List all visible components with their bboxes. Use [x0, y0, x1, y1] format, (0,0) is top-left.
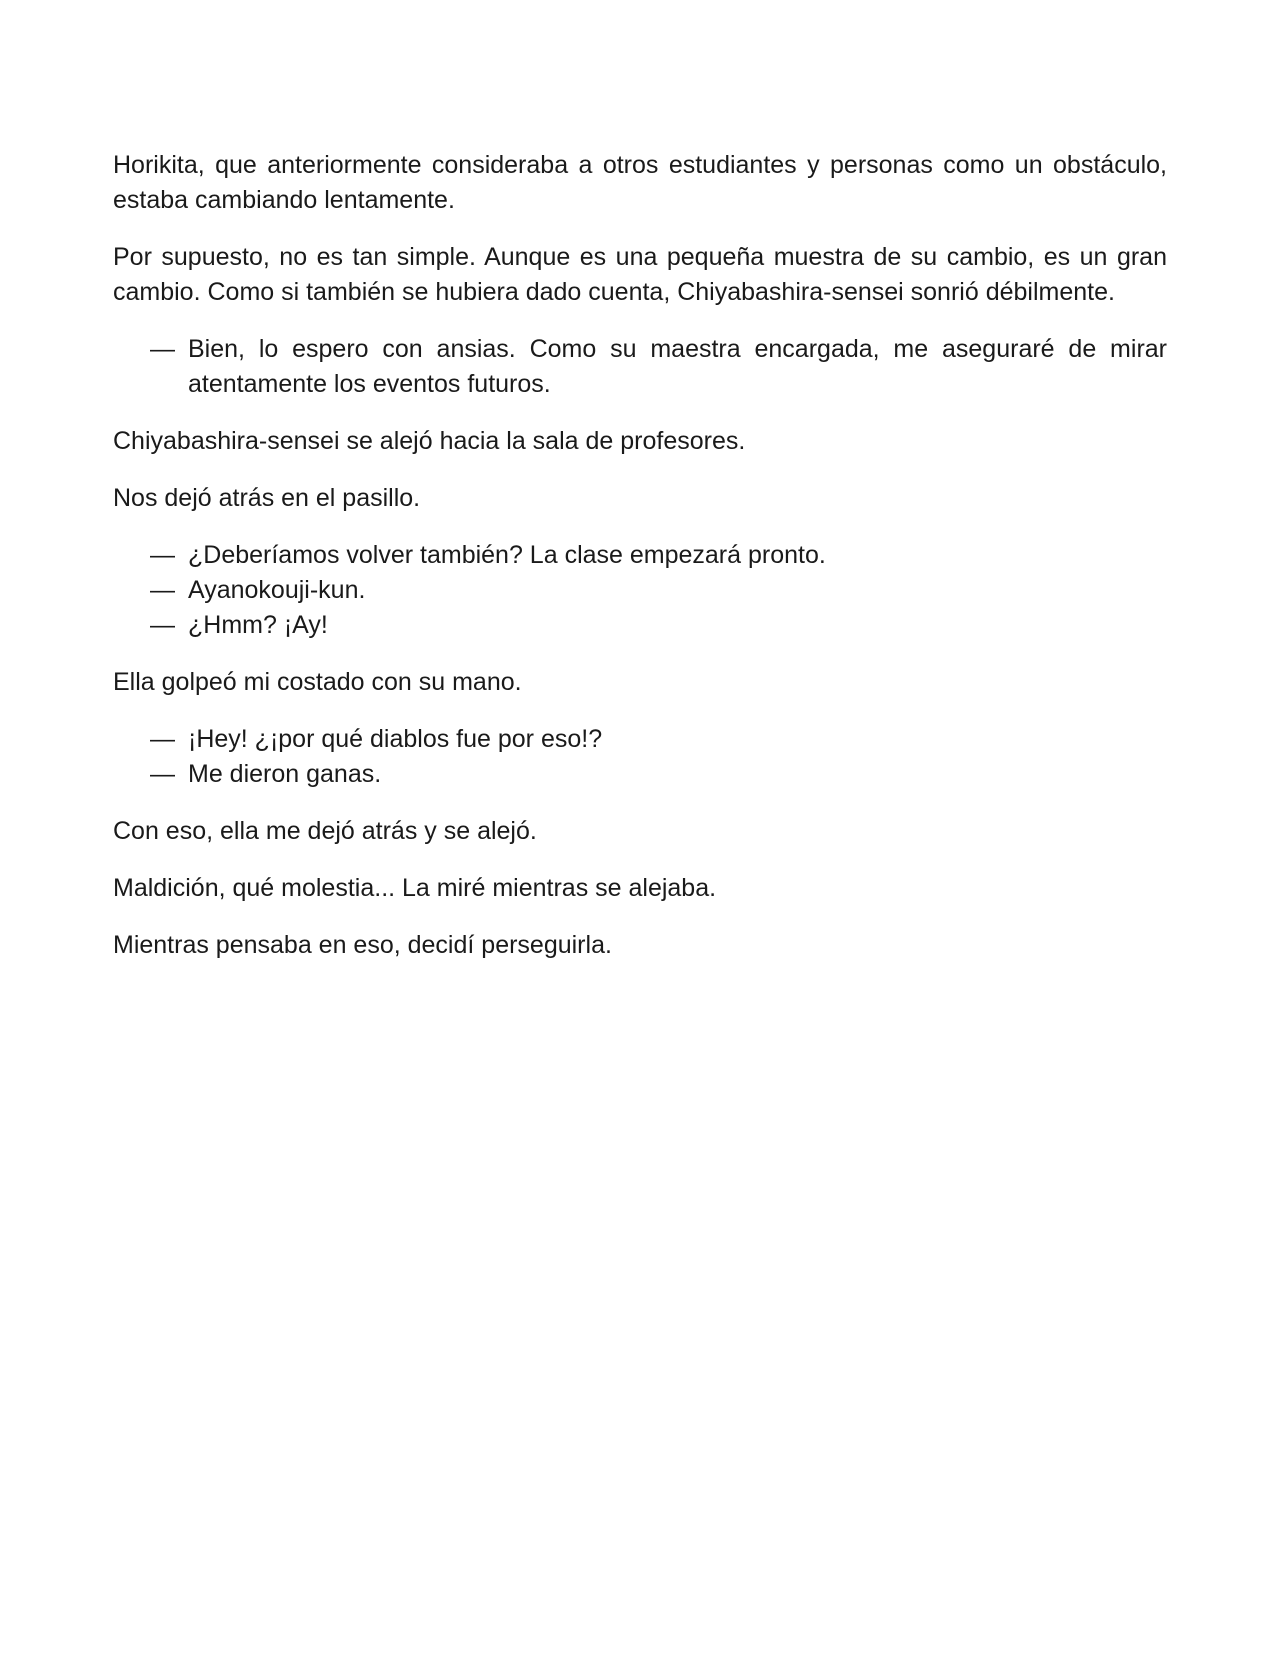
paragraph: Nos dejó atrás en el pasillo.	[113, 484, 421, 512]
dialogue-line	[113, 538, 1167, 573]
document-page	[113, 148, 1167, 985]
paragraph: Chiyabashira-sensei se alejó hacia la sala de profesores.	[113, 427, 746, 455]
paragraph: Con eso, ella me dejó atrás y se alejó.	[113, 817, 537, 845]
paragraph: Maldición, qué molestia... La miré mientras se alejaba.	[113, 874, 717, 902]
dialogue-text: ¡Hey! ¿¡por qué diablos fue por eso!?	[188, 725, 603, 753]
dialogue-dash: —	[150, 760, 175, 788]
dialogue-block	[113, 538, 1167, 643]
dialogue-line	[113, 332, 1167, 402]
dialogue-text: ¿Hmm? ¡Ay!	[188, 611, 328, 639]
dialogue-line	[113, 608, 1167, 643]
dialogue-dash: —	[150, 725, 175, 753]
paragraph: Ella golpeó mi costado con su mano.	[113, 668, 522, 696]
dialogue-text: ¿Deberíamos volver también? La clase empezará pronto.	[188, 541, 826, 569]
dialogue-line	[113, 757, 1167, 792]
dialogue-dash: —	[150, 576, 175, 604]
paragraph: Horikita, que anteriormente consideraba a otros estudiantes y personas como un obstáculo, estaba cambiando lentamente.	[113, 151, 1167, 214]
dialogue-block	[113, 722, 1167, 792]
paragraph: Mientras pensaba en eso, decidí perseguirla.	[113, 931, 612, 959]
dialogue-text: Me dieron ganas.	[188, 760, 382, 788]
dialogue-block	[113, 332, 1167, 402]
dialogue-line	[113, 722, 1167, 757]
dialogue-dash: —	[150, 541, 175, 569]
dialogue-text: Bien, lo espero con ansias. Como su maestra encargada, me aseguraré de mirar atentamente los eventos futuros.	[188, 335, 1167, 398]
paragraph: Por supuesto, no es tan simple. Aunque es una pequeña muestra de su cambio, es un gran cambio. Como si también se hubiera dado cuenta, Chiyabashira-sensei sonrió débilmente.	[113, 243, 1167, 306]
dialogue-line	[113, 573, 1167, 608]
dialogue-dash: —	[150, 335, 175, 363]
dialogue-dash: —	[150, 611, 175, 639]
dialogue-text: Ayanokouji-kun.	[188, 576, 366, 604]
